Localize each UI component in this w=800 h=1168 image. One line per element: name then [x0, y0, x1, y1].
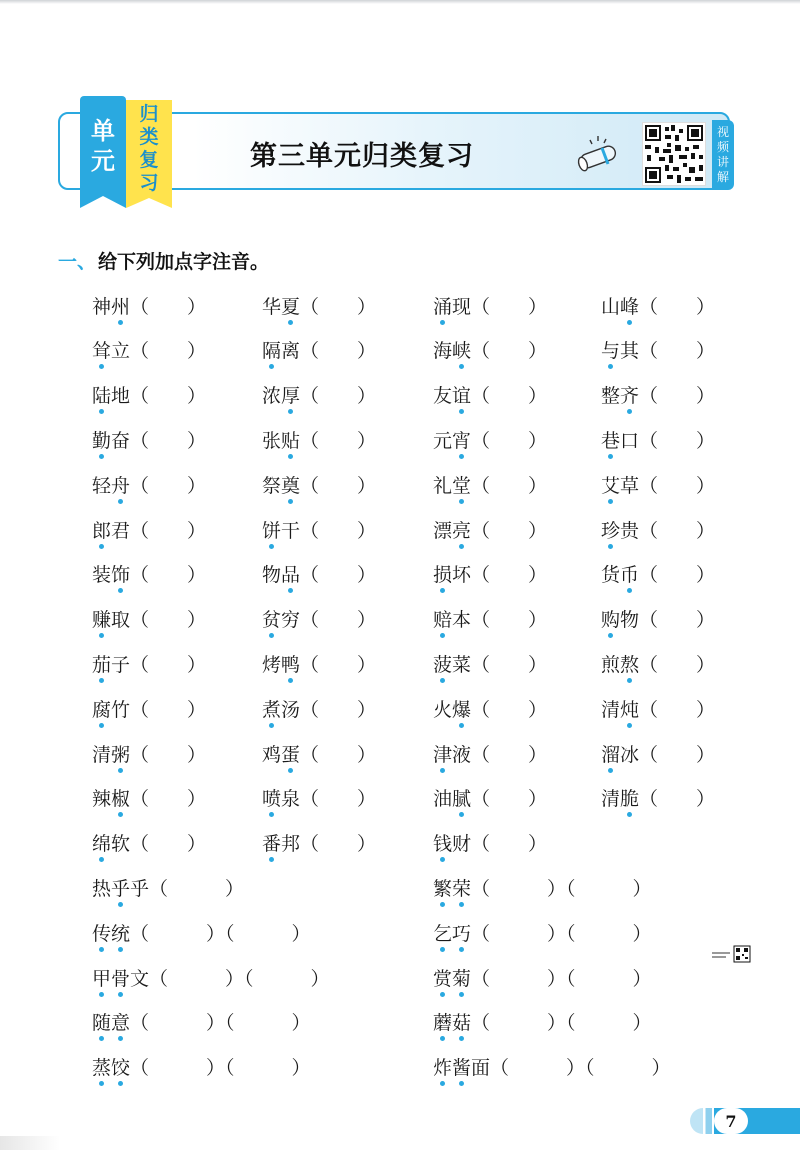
word-item [601, 559, 715, 589]
pinyin-answer-blank[interactable]: （ ） [471, 788, 548, 811]
dotted-character: 腻 [452, 784, 471, 811]
word-character: 山 [601, 295, 621, 318]
word-character: 邦 [281, 833, 301, 856]
word-character: 礼 [433, 474, 453, 497]
word-character: 鸡 [262, 743, 282, 766]
pinyin-answer-blank[interactable]: （ ） [471, 519, 548, 542]
word-character: 热 [92, 877, 112, 900]
pinyin-answer-blank[interactable]: （ ） [639, 698, 716, 721]
word-character: 地 [111, 385, 131, 408]
pinyin-answer-blank[interactable]: （ ）（ ） [130, 1012, 311, 1035]
dotted-character: 煮 [262, 695, 281, 722]
word-character: 离 [281, 340, 301, 363]
page-number: 7 [714, 1108, 748, 1134]
section-heading [58, 246, 269, 274]
dotted-character: 随 [92, 1008, 111, 1035]
pinyin-answer-blank[interactable]: （ ） [639, 609, 716, 632]
word-item [601, 738, 715, 768]
pinyin-answer-blank[interactable]: （ ） [300, 429, 377, 452]
pinyin-answer-blank[interactable]: （ ） [130, 385, 207, 408]
pinyin-answer-blank[interactable]: （ ） [639, 653, 716, 676]
word-character: 乎 [130, 877, 150, 900]
word-item [92, 1052, 311, 1082]
page-edge [0, 1136, 60, 1150]
video-tab-char: 讲 [716, 155, 729, 169]
dotted-character: 炸 [433, 1053, 452, 1080]
word-item [92, 828, 206, 858]
word-item [92, 917, 311, 947]
word-character: 装 [92, 564, 112, 587]
dotted-character: 巷 [601, 426, 620, 453]
word-item [601, 424, 715, 454]
pinyin-answer-blank[interactable]: （ ） [130, 743, 207, 766]
word-character: 祭 [262, 474, 282, 497]
word-character: 液 [452, 743, 472, 766]
pinyin-answer-blank[interactable]: （ ） [471, 429, 548, 452]
dotted-character: 椒 [111, 784, 130, 811]
pinyin-answer-blank[interactable]: （ ） [300, 564, 377, 587]
word-character: 汤 [281, 698, 301, 721]
video-tab-char: 视 [716, 125, 729, 139]
word-item [433, 424, 547, 454]
dotted-character: 津 [433, 740, 452, 767]
pinyin-answer-blank[interactable]: （ ） [300, 833, 377, 856]
dotted-character: 番 [262, 829, 281, 856]
dotted-character: 炖 [620, 695, 639, 722]
pinyin-answer-blank[interactable]: （ ） [130, 474, 207, 497]
word-item [92, 648, 206, 678]
dotted-character: 统 [111, 919, 130, 946]
pinyin-answer-blank[interactable]: （ ）（ ） [471, 1012, 652, 1035]
dotted-character: 损 [433, 560, 452, 587]
dotted-character: 乎 [111, 874, 130, 901]
word-character: 干 [281, 519, 301, 542]
unit-badge [80, 96, 126, 196]
dotted-character: 峡 [452, 336, 471, 363]
word-character: 本 [452, 609, 472, 632]
video-tab-char: 解 [716, 170, 729, 184]
dotted-character: 峰 [620, 292, 639, 319]
word-item [92, 738, 206, 768]
dotted-character: 厚 [281, 381, 300, 408]
word-item [262, 738, 376, 768]
word-character: 火 [433, 698, 453, 721]
pinyin-answer-blank[interactable]: （ ） [300, 295, 377, 318]
page-title: 第三单元归类复习 [250, 141, 474, 172]
word-character: 竹 [111, 698, 131, 721]
dotted-character: 珍 [601, 516, 620, 543]
word-item [433, 469, 547, 499]
word-item [262, 290, 376, 320]
word-item [601, 380, 715, 410]
pinyin-answer-blank[interactable]: （ ） [471, 340, 548, 363]
dotted-character: 州 [111, 292, 130, 319]
dotted-character: 赏 [433, 964, 452, 991]
word-item [92, 559, 206, 589]
word-item [92, 424, 206, 454]
word-character: 子 [111, 653, 131, 676]
dotted-character: 购 [601, 605, 620, 632]
pinyin-answer-blank[interactable]: （ ）（ ） [149, 967, 330, 990]
pinyin-answer-blank[interactable]: （ ） [300, 385, 377, 408]
word-character: 立 [111, 340, 131, 363]
word-character: 神 [92, 295, 112, 318]
word-item [92, 514, 206, 544]
word-character: 菜 [452, 653, 472, 676]
word-item [262, 380, 376, 410]
word-item [433, 514, 547, 544]
dotted-character: 溜 [601, 740, 620, 767]
word-item [433, 962, 652, 992]
dotted-character: 熬 [620, 650, 639, 677]
word-character: 友 [433, 385, 453, 408]
qr-code-icon [643, 123, 705, 185]
word-item [262, 648, 376, 678]
dotted-character: 饼 [262, 516, 281, 543]
word-item [92, 469, 206, 499]
pinyin-answer-blank[interactable]: （ ） [300, 788, 377, 811]
word-item [601, 290, 715, 320]
dotted-character: 齐 [620, 381, 639, 408]
word-character: 君 [111, 519, 131, 542]
word-character: 清 [601, 788, 621, 811]
dotted-character: 堂 [452, 471, 471, 498]
pinyin-answer-blank[interactable]: （ ） [130, 564, 207, 587]
dotted-character: 巧 [452, 919, 471, 946]
word-character: 泉 [281, 788, 301, 811]
word-character: 华 [262, 295, 282, 318]
word-character: 清 [601, 698, 621, 721]
dotted-character: 菇 [452, 1008, 471, 1035]
word-character: 油 [433, 788, 453, 811]
word-item [601, 693, 715, 723]
word-item [433, 380, 547, 410]
pinyin-answer-blank[interactable]: （ ） [471, 474, 548, 497]
dotted-character: 脆 [620, 784, 639, 811]
dotted-character: 耸 [92, 336, 111, 363]
word-character: 冰 [620, 743, 640, 766]
dotted-character: 赔 [433, 605, 452, 632]
word-character: 草 [620, 474, 640, 497]
word-item [601, 469, 715, 499]
word-character: 浓 [262, 385, 282, 408]
word-character: 物 [620, 609, 640, 632]
pinyin-answer-blank[interactable]: （ ） [300, 653, 377, 676]
page-edge [0, 0, 800, 4]
word-item [92, 1007, 311, 1037]
review-badge-char: 归 [139, 103, 159, 125]
word-character: 海 [433, 340, 453, 363]
pinyin-answer-blank[interactable]: （ ） [471, 743, 548, 766]
word-item [262, 424, 376, 454]
pinyin-answer-blank[interactable]: （ ） [130, 429, 207, 452]
word-character: 坏 [452, 564, 472, 587]
pinyin-answer-blank[interactable]: （ ） [639, 743, 716, 766]
word-character: 煎 [601, 653, 621, 676]
dotted-character: 乞 [433, 919, 452, 946]
word-item [433, 872, 652, 902]
word-character: 张 [262, 429, 282, 452]
dotted-character: 酱 [452, 1053, 471, 1080]
word-item [601, 604, 715, 634]
word-item [433, 917, 652, 947]
pinyin-answer-blank[interactable]: （ ） [130, 295, 207, 318]
dotted-character: 饺 [111, 1053, 130, 1080]
dotted-character: 传 [92, 919, 111, 946]
pinyin-answer-blank[interactable]: （ ） [300, 609, 377, 632]
dotted-character: 蘑 [433, 1008, 452, 1035]
word-item [433, 1007, 652, 1037]
dotted-character: 菊 [452, 964, 471, 991]
word-item [92, 783, 206, 813]
dotted-character: 贴 [281, 426, 300, 453]
word-item [433, 693, 547, 723]
word-item [433, 559, 547, 589]
pinyin-answer-blank[interactable]: （ ） [471, 385, 548, 408]
review-badge [126, 100, 172, 198]
word-item [92, 693, 206, 723]
word-item [92, 962, 330, 992]
pinyin-answer-blank[interactable]: （ ） [639, 564, 716, 587]
pinyin-answer-blank[interactable]: （ ） [300, 340, 377, 363]
dotted-character: 隔 [262, 336, 281, 363]
pinyin-answer-blank[interactable]: （ ） [130, 609, 207, 632]
dotted-character: 蒸 [92, 1053, 111, 1080]
pinyin-answer-blank[interactable]: （ ） [130, 833, 207, 856]
section-instruction: 给下列加点字注音。 [98, 250, 270, 273]
pinyin-answer-blank[interactable]: （ ） [471, 609, 548, 632]
word-item [92, 872, 244, 902]
pinyin-answer-blank[interactable]: （ ） [639, 340, 716, 363]
pinyin-answer-blank[interactable]: （ ）（ ） [471, 922, 652, 945]
dotted-character: 蛋 [281, 740, 300, 767]
word-item [262, 559, 376, 589]
pinyin-answer-blank[interactable]: （ ）（ ） [130, 1057, 311, 1080]
pinyin-answer-blank[interactable]: （ ） [639, 295, 716, 318]
pinyin-answer-blank[interactable]: （ ） [300, 519, 377, 542]
pinyin-answer-blank[interactable]: （ ）（ ） [130, 922, 311, 945]
unit-badge-char: 元 [91, 147, 115, 175]
pinyin-answer-blank[interactable]: （ ） [130, 788, 207, 811]
unit-badge-char: 单 [91, 117, 115, 145]
word-item [262, 828, 376, 858]
pinyin-answer-blank[interactable]: （ ）（ ） [490, 1057, 671, 1080]
qr-code[interactable] [642, 122, 706, 186]
word-item [433, 335, 547, 365]
dotted-character: 艾 [601, 471, 620, 498]
word-character: 穷 [281, 609, 301, 632]
word-character: 元 [433, 429, 453, 452]
video-lecture-tab[interactable] [712, 120, 734, 190]
word-item [601, 335, 715, 365]
dotted-character: 菠 [433, 650, 452, 677]
dotted-character: 腐 [92, 695, 111, 722]
dotted-character: 喷 [262, 784, 281, 811]
word-item [433, 648, 547, 678]
pinyin-answer-blank[interactable]: （ ） [639, 385, 716, 408]
dotted-character: 贫 [262, 605, 281, 632]
dotted-character: 奠 [281, 471, 300, 498]
pinyin-answer-blank[interactable]: （ ） [300, 698, 377, 721]
dotted-character: 与 [601, 336, 620, 363]
word-item [601, 648, 715, 678]
dotted-character: 宵 [452, 426, 471, 453]
dotted-character: 鸭 [281, 650, 300, 677]
pinyin-answer-blank[interactable]: （ ） [130, 340, 207, 363]
word-character: 文 [130, 967, 150, 990]
pinyin-answer-blank[interactable]: （ ） [471, 833, 548, 856]
dotted-character: 绵 [92, 829, 111, 856]
dotted-character: 钱 [433, 829, 452, 856]
video-tab-char: 频 [716, 140, 729, 154]
word-character: 货 [601, 564, 621, 587]
word-item [262, 693, 376, 723]
word-character: 奋 [111, 429, 131, 452]
word-item [601, 514, 715, 544]
word-item [262, 783, 376, 813]
word-item [601, 783, 715, 813]
word-item [433, 604, 547, 634]
word-item [262, 604, 376, 634]
review-badge-char: 类 [139, 126, 159, 148]
dotted-character: 饰 [111, 560, 130, 587]
pinyin-answer-blank[interactable]: （ ） [130, 653, 207, 676]
dotted-character: 意 [111, 1008, 130, 1035]
word-character: 贵 [620, 519, 640, 542]
scroll-icon [572, 134, 628, 174]
word-item [92, 335, 206, 365]
word-item [92, 290, 206, 320]
word-item [433, 828, 547, 858]
dotted-character: 茄 [92, 650, 111, 677]
dotted-character: 赚 [92, 605, 111, 632]
dotted-character: 荣 [452, 874, 471, 901]
word-item [433, 290, 547, 320]
word-item [433, 1052, 671, 1082]
dotted-character: 郎 [92, 516, 111, 543]
dotted-character: 粥 [111, 740, 130, 767]
dotted-character: 陆 [92, 381, 111, 408]
pinyin-answer-blank[interactable]: （ ） [471, 698, 548, 721]
word-item [433, 738, 547, 768]
dotted-character: 品 [281, 560, 300, 587]
review-badge-char: 复 [139, 149, 159, 171]
dotted-character: 亮 [452, 516, 471, 543]
word-item [92, 604, 206, 634]
dotted-character: 爆 [452, 695, 471, 722]
pinyin-answer-blank[interactable]: （ ） [471, 295, 548, 318]
dotted-character: 甲 [92, 964, 111, 991]
pinyin-answer-blank[interactable]: （ ） [639, 429, 716, 452]
pinyin-answer-blank[interactable]: （ ） [149, 877, 245, 900]
dotted-character: 夏 [281, 292, 300, 319]
word-item [92, 380, 206, 410]
word-character: 面 [471, 1057, 491, 1080]
word-character: 现 [452, 295, 472, 318]
pinyin-answer-blank[interactable]: （ ）（ ） [471, 877, 652, 900]
word-character: 物 [262, 564, 282, 587]
pinyin-answer-blank[interactable]: （ ） [639, 474, 716, 497]
word-character: 辣 [92, 788, 112, 811]
word-character: 软 [111, 833, 131, 856]
dotted-character: 涌 [433, 292, 452, 319]
word-character: 漂 [433, 519, 453, 542]
word-item [262, 335, 376, 365]
pinyin-answer-blank[interactable]: （ ） [639, 519, 716, 542]
word-character: 取 [111, 609, 131, 632]
word-character: 清 [92, 743, 112, 766]
word-item [262, 514, 376, 544]
dotted-character: 币 [620, 560, 639, 587]
pinyin-answer-blank[interactable]: （ ） [130, 698, 207, 721]
dotted-character: 舟 [111, 471, 130, 498]
pinyin-answer-blank[interactable]: （ ） [639, 788, 716, 811]
dotted-character: 骨 [111, 964, 130, 991]
word-character: 其 [620, 340, 640, 363]
word-item [433, 783, 547, 813]
word-character: 口 [620, 429, 640, 452]
word-character: 轻 [92, 474, 112, 497]
pinyin-answer-blank[interactable]: （ ） [471, 653, 548, 676]
pinyin-answer-blank[interactable]: （ ） [130, 519, 207, 542]
word-character: 财 [452, 833, 472, 856]
word-character: 烤 [262, 653, 282, 676]
section-number: 一、 [58, 250, 97, 273]
pinyin-answer-blank[interactable]: （ ） [471, 564, 548, 587]
pinyin-answer-blank[interactable]: （ ）（ ） [471, 967, 652, 990]
pinyin-answer-blank[interactable]: （ ） [300, 474, 377, 497]
word-character: 整 [601, 385, 621, 408]
dotted-character: 勤 [92, 426, 111, 453]
dotted-character: 谊 [452, 381, 471, 408]
pinyin-answer-blank[interactable]: （ ） [300, 743, 377, 766]
dotted-character: 繁 [433, 874, 452, 901]
word-item [262, 469, 376, 499]
mini-qr-icon [712, 944, 752, 966]
review-badge-char: 习 [139, 172, 159, 194]
